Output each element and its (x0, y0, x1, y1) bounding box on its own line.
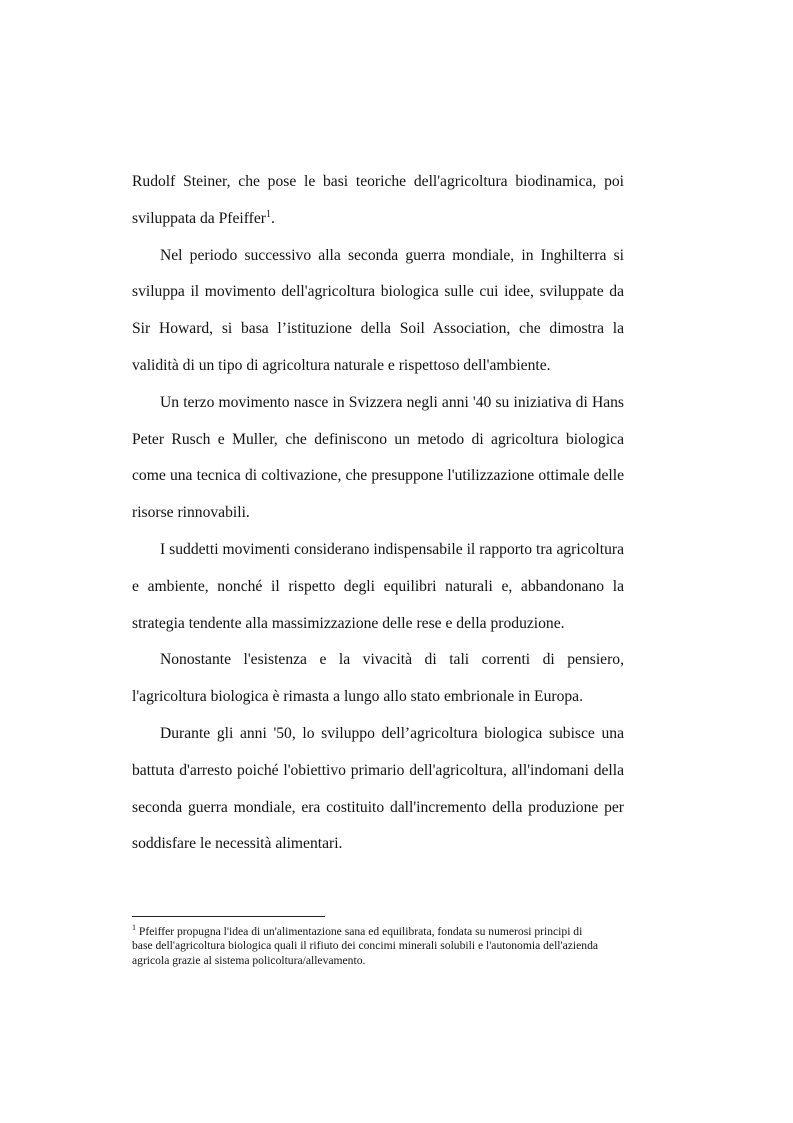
footnote-separator (132, 916, 325, 917)
paragraph-2: Nel periodo successivo alla seconda guerra mondiale, in Inghilterra si sviluppa il movimento dell'agricoltura biologica sulle cui idee, sviluppate da Sir Howard, si basa l’istituzione della Soil Association, che dimostra la validità di un tipo di agricoltura naturale e rispettoso dell'ambiente. (132, 246, 624, 374)
paragraph-4: I suddetti movimenti considerano indispensabile il rapporto tra agricoltura e ambiente, nonché il rispetto degli equilibri naturali e, abbandonano la strategia tendente alla massimizzazione delle rese e della produzione. (132, 540, 624, 632)
footnote-mark: 1 (132, 923, 136, 933)
paragraph-1 (132, 164, 624, 238)
footnote-reference[interactable]: 1 (265, 208, 271, 220)
paragraph-1-text: Rudolf Steiner, che pose le basi teoriche dell'agricoltura biodinamica, poi sviluppata da Pfeiffer (132, 173, 624, 227)
body-text (132, 164, 624, 863)
paragraph-1-text-end: . (270, 209, 275, 227)
paragraph-3: Un terzo movimento nasce in Svizzera negli anni '40 su iniziativa di Hans Peter Rusch e Muller, che definiscono un metodo di agricoltura biologica come una tecnica di coltivazione, che presuppone l'utilizzazione ottimale delle risorse rinnovabili. (132, 393, 624, 522)
footnote-text: Pfeiffer propugna l'idea di un'alimentazione sana ed equilibrata, fondata su numerosi principi di base dell'agricoltura biologica quali il rifiuto dei concimi minerali solubili e l'autonomia dell'azienda agricola grazie al sistema policoltura/allevamento. (132, 925, 599, 967)
footnote (132, 925, 602, 968)
paragraph-6: Durante gli anni '50, lo sviluppo dell’agricoltura biologica subisce una battuta d'arresto poiché l'obiettivo primario dell'agricoltura, all'indomani della seconda guerra mondiale, era costituito dall'incremento della produzione per soddisfare le necessità alimentari. (132, 724, 624, 853)
paragraph-5: Nonostante l'esistenza e la vivacità di tali correnti di pensiero, l'agricoltura biologica è rimasta a lungo allo stato embrionale in Europa. (132, 651, 624, 706)
